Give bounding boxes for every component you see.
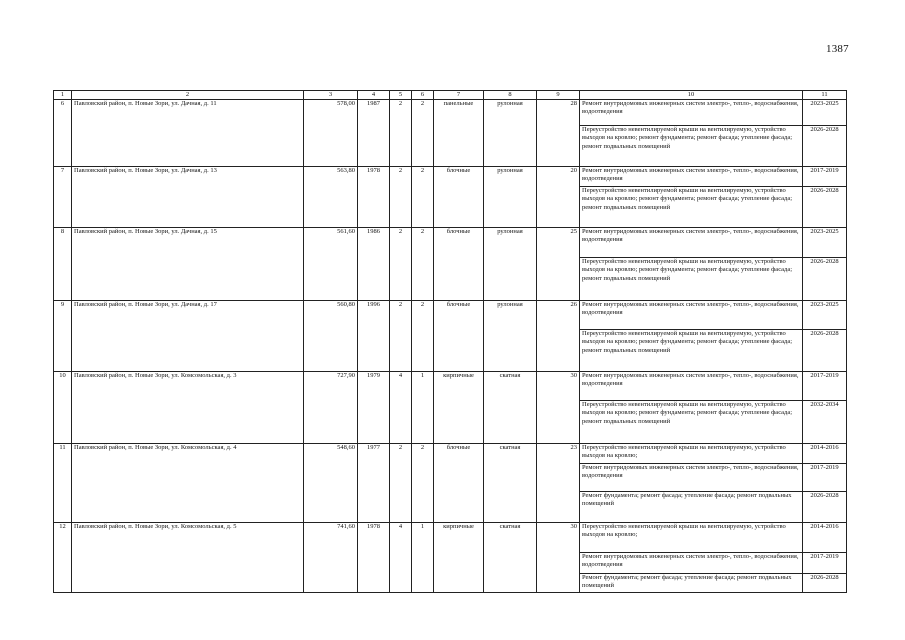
work-period-cell: 2017-2019	[803, 464, 847, 492]
work-period-cell: 2026-2028	[803, 330, 847, 372]
address-cell: Павловский район, п. Новые Зори, ул. Комсомольская, д. 4	[72, 444, 304, 523]
work-period-cell: 2026-2028	[803, 258, 847, 301]
work-period-cell: 2017-2019	[803, 167, 847, 187]
column-header-3: 3	[304, 91, 358, 100]
year-built-cell: 1979	[358, 372, 390, 444]
entrances-cell: 2	[412, 444, 434, 523]
apartments-cell: 23	[537, 444, 580, 523]
work-period-cell: 2017-2019	[803, 372, 847, 401]
work-period-cell: 2023-2025	[803, 228, 847, 258]
apartments-cell: 30	[537, 523, 580, 593]
work-type-cell: Переустройство невентилируемой крыши на вентилируемую, устройство выходов на кровлю; ремонт фундамента; ремонт фасада; утепление фасада; ремонт подвальных помещений	[580, 187, 803, 228]
year-built-cell: 1987	[358, 100, 390, 167]
floors-cell: 4	[390, 372, 412, 444]
row-number: 7	[54, 167, 72, 228]
floors-cell: 2	[390, 100, 412, 167]
row-number: 9	[54, 301, 72, 372]
column-header-10: 10	[580, 91, 803, 100]
row-number: 10	[54, 372, 72, 444]
address-cell: Павловский район, п. Новые Зори, ул. Комсомольская, д. 3	[72, 372, 304, 444]
column-header-5: 5	[390, 91, 412, 100]
area-cell: 548,60	[304, 444, 358, 523]
row-number: 8	[54, 228, 72, 301]
address-cell: Павловский район, п. Новые Зори, ул. Дачная, д. 17	[72, 301, 304, 372]
row-number: 11	[54, 444, 72, 523]
entrances-cell: 1	[412, 372, 434, 444]
roof-type-cell: скатная	[484, 444, 537, 523]
table-row	[54, 444, 847, 464]
work-type-cell: Переустройство невентилируемой крыши на вентилируемую, устройство выходов на кровлю; ремонт фундамента; ремонт фасада; утепление фасада; ремонт подвальных помещений	[580, 330, 803, 372]
year-built-cell: 1986	[358, 228, 390, 301]
roof-type-cell: скатная	[484, 523, 537, 593]
work-period-cell: 2026-2028	[803, 574, 847, 593]
work-period-cell: 2026-2028	[803, 492, 847, 523]
work-period-cell: 2014-2016	[803, 523, 847, 553]
year-built-cell: 1978	[358, 523, 390, 593]
wall-material-cell: блочные	[434, 167, 484, 228]
work-type-cell: Ремонт внутридомовых инженерных систем электро-, тепло-, водоснабжения, водоотведения	[580, 553, 803, 574]
work-type-cell: Переустройство невентилируемой крыши на вентилируемую, устройство выходов на кровлю; ремонт фундамента; ремонт фасада; утепление фасада; ремонт подвальных помещений	[580, 258, 803, 301]
area-cell: 563,80	[304, 167, 358, 228]
address-cell: Павловский район, п. Новые Зори, ул. Дачная, д. 13	[72, 167, 304, 228]
floors-cell: 2	[390, 167, 412, 228]
page-number: 1387	[826, 43, 849, 55]
column-header-4: 4	[358, 91, 390, 100]
work-type-cell: Ремонт внутридомовых инженерных систем электро-, тепло-, водоснабжения, водоотведения	[580, 372, 803, 401]
apartments-cell: 26	[537, 301, 580, 372]
wall-material-cell: кирпичные	[434, 523, 484, 593]
year-built-cell: 1996	[358, 301, 390, 372]
work-period-cell: 2026-2028	[803, 187, 847, 228]
area-cell: 561,60	[304, 228, 358, 301]
work-period-cell: 2023-2025	[803, 100, 847, 126]
column-header-6: 6	[412, 91, 434, 100]
work-period-cell: 2023-2025	[803, 301, 847, 330]
table-row	[54, 167, 847, 187]
apartments-cell: 25	[537, 228, 580, 301]
work-type-cell: Переустройство невентилируемой крыши на вентилируемую, устройство выходов на кровлю;	[580, 523, 803, 553]
floors-cell: 4	[390, 523, 412, 593]
address-cell: Павловский район, п. Новые Зори, ул. Дачная, д. 15	[72, 228, 304, 301]
column-header-7: 7	[434, 91, 484, 100]
work-type-cell: Ремонт фундамента; ремонт фасада; утепление фасада; ремонт подвальных помещений	[580, 574, 803, 593]
work-period-cell: 2014-2016	[803, 444, 847, 464]
table-row	[54, 228, 847, 258]
area-cell: 741,60	[304, 523, 358, 593]
column-header-1: 1	[54, 91, 72, 100]
column-header-9: 9	[537, 91, 580, 100]
work-type-cell: Переустройство невентилируемой крыши на вентилируемую, устройство выходов на кровлю; ремонт фундамента; ремонт фасада; утепление фасада; ремонт подвальных помещений	[580, 126, 803, 167]
entrances-cell: 2	[412, 228, 434, 301]
year-built-cell: 1977	[358, 444, 390, 523]
work-type-cell: Ремонт внутридомовых инженерных систем электро-, тепло-, водоснабжения, водоотведения	[580, 167, 803, 187]
roof-type-cell: скатная	[484, 372, 537, 444]
row-number: 12	[54, 523, 72, 593]
table-body	[54, 100, 847, 593]
work-period-cell: 2032-2034	[803, 401, 847, 444]
roof-type-cell: рулонная	[484, 228, 537, 301]
floors-cell: 2	[390, 228, 412, 301]
wall-material-cell: панельные	[434, 100, 484, 167]
work-type-cell: Ремонт внутридомовых инженерных систем электро-, тепло-, водоснабжения, водоотведения	[580, 464, 803, 492]
entrances-cell: 1	[412, 523, 434, 593]
row-number: 6	[54, 100, 72, 167]
area-cell: 560,80	[304, 301, 358, 372]
table-row	[54, 523, 847, 553]
roof-type-cell: рулонная	[484, 100, 537, 167]
floors-cell: 2	[390, 301, 412, 372]
floors-cell: 2	[390, 444, 412, 523]
roof-type-cell: рулонная	[484, 167, 537, 228]
address-cell: Павловский район, п. Новые Зори, ул. Дачная, д. 11	[72, 100, 304, 167]
roof-type-cell: рулонная	[484, 301, 537, 372]
address-cell: Павловский район, п. Новые Зори, ул. Комсомольская, д. 5	[72, 523, 304, 593]
column-header-2: 2	[72, 91, 304, 100]
entrances-cell: 2	[412, 100, 434, 167]
table-row	[54, 372, 847, 401]
work-type-cell: Переустройство невентилируемой крыши на вентилируемую, устройство выходов на кровлю; ремонт фундамента; ремонт фасада; утепление фасада; ремонт подвальных помещений	[580, 401, 803, 444]
wall-material-cell: блочные	[434, 301, 484, 372]
work-type-cell: Переустройство невентилируемой крыши на вентилируемую, устройство выходов на кровлю;	[580, 444, 803, 464]
table-row	[54, 301, 847, 330]
work-type-cell: Ремонт внутридомовых инженерных систем электро-, тепло-, водоснабжения, водоотведения	[580, 228, 803, 258]
repair-program-table	[53, 90, 847, 593]
work-type-cell: Ремонт фундамента; ремонт фасада; утепление фасада; ремонт подвальных помещений	[580, 492, 803, 523]
work-type-cell: Ремонт внутридомовых инженерных систем электро-, тепло-, водоснабжения, водоотведения	[580, 100, 803, 126]
wall-material-cell: блочные	[434, 228, 484, 301]
table-row	[54, 100, 847, 126]
apartments-cell: 30	[537, 372, 580, 444]
apartments-cell: 20	[537, 167, 580, 228]
entrances-cell: 2	[412, 167, 434, 228]
wall-material-cell: блочные	[434, 444, 484, 523]
year-built-cell: 1978	[358, 167, 390, 228]
column-header-11: 11	[803, 91, 847, 100]
area-cell: 727,90	[304, 372, 358, 444]
entrances-cell: 2	[412, 301, 434, 372]
wall-material-cell: кирпичные	[434, 372, 484, 444]
apartments-cell: 28	[537, 100, 580, 167]
column-header-8: 8	[484, 91, 537, 100]
work-period-cell: 2017-2019	[803, 553, 847, 574]
column-number-header	[54, 91, 847, 100]
work-type-cell: Ремонт внутридомовых инженерных систем электро-, тепло-, водоснабжения, водоотведения	[580, 301, 803, 330]
work-period-cell: 2026-2028	[803, 126, 847, 167]
area-cell: 578,00	[304, 100, 358, 167]
